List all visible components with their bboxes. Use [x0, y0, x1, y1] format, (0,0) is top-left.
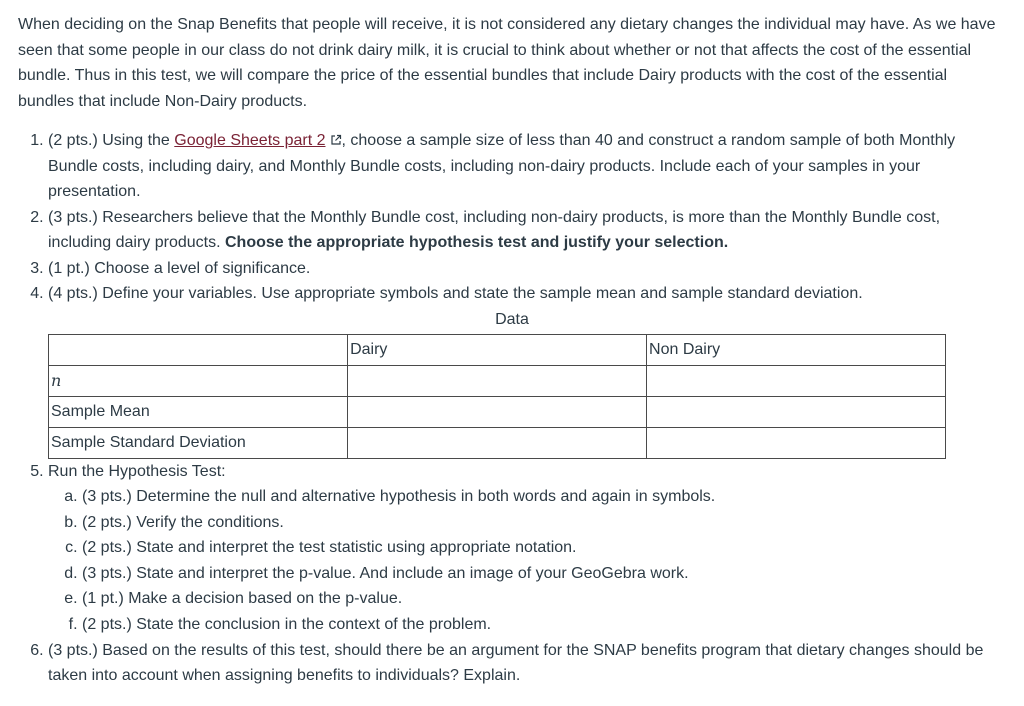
q5-sub-list	[48, 484, 1006, 638]
q5-text: Run the Hypothesis Test:	[48, 462, 226, 480]
q2-bold-instruction: Choose the appropriate hypothesis test and justify your selection.	[224, 234, 729, 251]
question-2	[48, 205, 1006, 256]
data-table	[48, 334, 946, 459]
google-sheets-link[interactable]: Google Sheets part 2	[174, 132, 326, 149]
question-1	[48, 128, 1006, 205]
header-cell-non-dairy: Non Dairy	[647, 334, 946, 365]
row-label-sample-mean: Sample Mean	[49, 396, 348, 427]
q5-item-f: f. (2 pts.) State the conclusion in the context of the problem.	[82, 612, 1006, 638]
table-header-row	[49, 334, 946, 365]
q5-item-a: a. (3 pts.) Determine the null and alternative hypothesis in both words and again in symbols.	[82, 484, 1006, 510]
table-row	[49, 396, 946, 427]
question-4	[48, 281, 1006, 459]
q2-text: (3 pts.) Researchers believe that the Monthly Bundle cost, including non-dairy products, is more than the Monthly Bundle cost, including dairy products.	[48, 208, 941, 251]
q1-prefix: (2 pts.) Using the	[48, 132, 175, 149]
q4-text: (4 pts.) Define your variables. Use appropriate symbols and state the sample mean and sample standard deviation.	[48, 285, 863, 302]
q5-item-b: b. (2 pts.) Verify the conditions.	[82, 510, 1006, 536]
non-dairy-mean-cell	[647, 396, 946, 427]
dairy-sd-cell	[348, 427, 647, 458]
dairy-n-cell	[348, 365, 647, 396]
header-cell-blank	[49, 334, 348, 365]
table-caption: Data	[495, 310, 529, 328]
dairy-mean-cell	[348, 396, 647, 427]
q1-suffix: , choose a sample size of less than 40 and construct a random sample of both Monthly Bundle costs, including dairy, and Monthly Bundle costs, including non-dairy products. Include each of your samples in your presentation.	[48, 132, 956, 200]
table-row	[49, 365, 946, 396]
q5-item-d: d. (3 pts.) State and interpret the p-value. And include an image of your GeoGebra work.	[82, 561, 1006, 587]
question-list	[18, 128, 1006, 689]
row-label-sample-sd: Sample Standard Deviation	[49, 427, 348, 458]
question-3: 3. (1 pt.) Choose a level of significance.	[48, 256, 1006, 282]
question-5	[48, 459, 1006, 638]
non-dairy-n-cell	[647, 365, 946, 396]
question-6: 6. (3 pts.) Based on the results of this test, should there be an argument for the SNAP benefits program that dietary changes should be taken into account when assigning benefits to individuals? Explain.	[48, 638, 1006, 689]
q5-item-c: c. (2 pts.) State and interpret the test statistic using appropriate notation.	[82, 535, 1006, 561]
external-link-icon[interactable]	[330, 134, 342, 146]
table-row	[49, 427, 946, 458]
row-label-n: n	[49, 365, 348, 396]
intro-paragraph: When deciding on the Snap Benefits that people will receive, it is not considered any dietary changes the individual may have. As we have seen that some people in our class do not drink dairy milk, it is crucial to think about whether or not that affects the cost of the essential bundle. Thus in this test, we will compare the price of the essential bundles that include Dairy products with the cost of the essential bundles that include Non-Dairy products.	[18, 16, 996, 110]
q5-item-e: e. (1 pt.) Make a decision based on the p-value.	[82, 586, 1006, 612]
header-cell-dairy: Dairy	[348, 334, 647, 365]
non-dairy-sd-cell	[647, 427, 946, 458]
